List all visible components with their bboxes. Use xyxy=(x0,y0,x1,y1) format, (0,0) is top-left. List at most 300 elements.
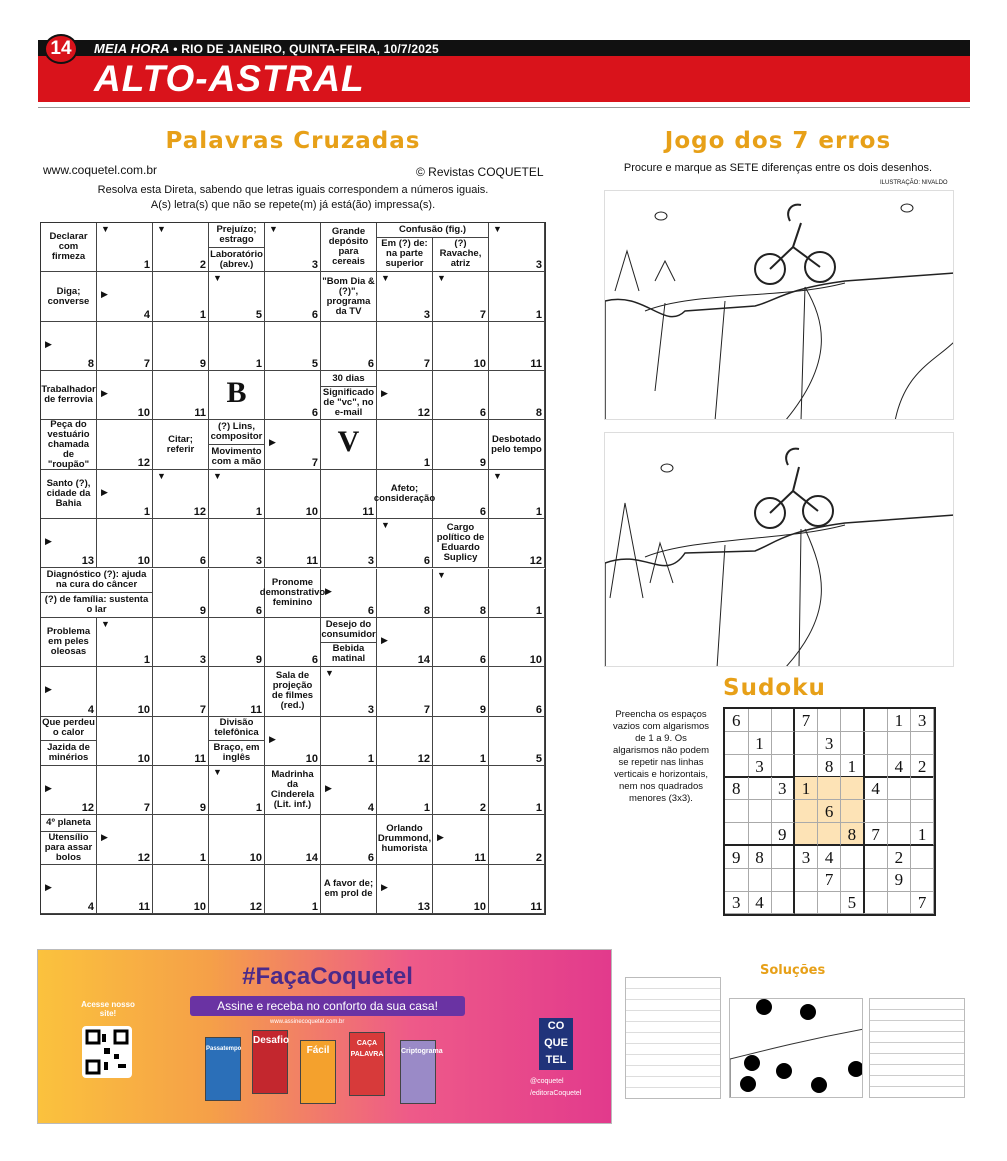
sudoku-cell: 8 xyxy=(748,846,772,869)
given-letter: B xyxy=(226,376,247,410)
cell-number: 11 xyxy=(194,752,206,765)
answer-cell[interactable] xyxy=(433,569,489,618)
answer-cell[interactable] xyxy=(265,272,321,321)
answer-cell[interactable] xyxy=(41,865,97,914)
answer-cell[interactable] xyxy=(321,717,377,766)
answer-cell[interactable] xyxy=(489,519,545,568)
clue-text: Jazida de minérios xyxy=(41,741,96,765)
cell-number: 4 xyxy=(143,308,150,321)
magazine-cover: Fácil xyxy=(300,1040,336,1104)
cell-number: 1 xyxy=(143,654,150,667)
answer-cell[interactable] xyxy=(153,223,209,272)
sudoku-cell: 3 xyxy=(725,891,749,914)
sudoku-cell[interactable] xyxy=(841,777,865,800)
answer-cell[interactable] xyxy=(153,865,209,914)
given-letter: V xyxy=(337,425,360,459)
answer-cell[interactable] xyxy=(265,717,321,766)
answer-cell[interactable] xyxy=(153,815,209,864)
sudoku-cell[interactable] xyxy=(795,755,819,778)
arrow-down-icon: ▼ xyxy=(157,224,166,234)
answer-cell[interactable] xyxy=(41,322,97,371)
sudoku-cell: 3 xyxy=(748,755,772,778)
answer-cell[interactable] xyxy=(433,371,489,420)
cell-number: 6 xyxy=(311,308,318,321)
sudoku-cell[interactable] xyxy=(864,732,888,755)
coquetel-logo: CO QUE TEL xyxy=(539,1018,573,1070)
sudoku-cell[interactable] xyxy=(864,846,888,869)
clue-text: Braço, em inglês xyxy=(209,741,264,765)
sudoku-cell: 4 xyxy=(818,846,842,869)
double-clue-cell xyxy=(321,371,377,420)
sudoku-cell[interactable] xyxy=(725,755,749,778)
answer-cell[interactable] xyxy=(433,667,489,716)
qr-code-icon[interactable] xyxy=(82,1026,132,1078)
answer-cell[interactable] xyxy=(377,569,433,618)
sudoku-cell[interactable] xyxy=(818,777,842,800)
cell-number: 8 xyxy=(87,358,94,371)
edition-date: • RIO DE JANEIRO, QUINTA-FEIRA, 10/7/2025 xyxy=(173,42,439,56)
cell-number: 2 xyxy=(199,259,206,272)
answer-cell[interactable] xyxy=(377,272,433,321)
answer-cell[interactable] xyxy=(489,865,545,914)
crossword-solution xyxy=(625,977,721,1099)
seven-errors-instructions: Procure e marque as SETE diferenças entre os dois desenhos. xyxy=(623,162,933,174)
answer-cell[interactable] xyxy=(489,717,545,766)
clue-cell: Santo (?), cidade da Bahia xyxy=(41,470,97,519)
answer-cell[interactable] xyxy=(153,470,209,519)
answer-cell[interactable] xyxy=(433,766,489,815)
sudoku-cell[interactable] xyxy=(748,800,772,823)
answer-cell[interactable] xyxy=(97,519,153,568)
sudoku-cell: 5 xyxy=(841,891,865,914)
answer-cell[interactable] xyxy=(489,470,545,519)
sudoku-cell[interactable] xyxy=(771,846,795,869)
cell-number: 11 xyxy=(530,358,542,371)
sudoku-cell: 1 xyxy=(795,777,819,800)
arrow-down-icon: ▼ xyxy=(101,618,110,629)
sudoku-cell[interactable] xyxy=(864,891,888,914)
clue-cell: Cargo político de Eduardo Suplicy xyxy=(433,519,489,568)
answer-cell[interactable] xyxy=(209,815,265,864)
answer-cell[interactable] xyxy=(377,519,433,568)
clue-cell: A favor de; em prol de xyxy=(321,865,377,914)
cell-number: 6 xyxy=(535,703,542,716)
sudoku-cell[interactable] xyxy=(748,823,772,846)
cell-number: 4 xyxy=(87,703,94,716)
arrow-right-icon: ▶ xyxy=(101,832,108,843)
cell-number: 7 xyxy=(199,703,206,716)
sudoku-cell[interactable] xyxy=(888,777,912,800)
cell-number: 1 xyxy=(255,506,262,519)
sudoku-cell[interactable] xyxy=(911,800,935,823)
answer-cell[interactable] xyxy=(209,470,265,519)
arrow-down-icon: ▼ xyxy=(493,470,502,481)
cartoon-bottom xyxy=(604,432,954,667)
cell-number: 10 xyxy=(137,752,150,765)
sudoku-cell: 3 xyxy=(771,777,795,800)
sudoku-cell: 9 xyxy=(888,868,912,891)
arrow-right-icon: ▶ xyxy=(269,437,276,448)
clue-cell: Citar; referir xyxy=(153,420,209,469)
answer-cell[interactable] xyxy=(321,322,377,371)
double-clue-cell xyxy=(41,569,153,618)
cell-number: 11 xyxy=(138,900,150,913)
cell-number: 1 xyxy=(199,851,206,864)
sudoku-cell[interactable] xyxy=(841,846,865,869)
sudoku-cell[interactable] xyxy=(818,891,842,914)
answer-cell[interactable] xyxy=(209,569,265,618)
cell-number: 9 xyxy=(199,604,206,617)
answer-cell[interactable] xyxy=(321,667,377,716)
sudoku-cell: 3 xyxy=(818,732,842,755)
clue-cell: Problema em peles oleosas xyxy=(41,618,97,667)
sudoku-cell: 9 xyxy=(771,823,795,846)
answer-cell[interactable] xyxy=(265,371,321,420)
answer-cell[interactable] xyxy=(433,322,489,371)
clue-text: Significado de "vc", no e-mail xyxy=(322,387,375,419)
answer-cell[interactable] xyxy=(97,272,153,321)
sudoku-cell[interactable] xyxy=(841,868,865,891)
cell-number: 1 xyxy=(199,308,206,321)
answer-cell[interactable] xyxy=(265,618,321,667)
cell-number: 6 xyxy=(479,506,486,519)
clue-text: Utensílio para assar bolos xyxy=(41,832,96,864)
answer-cell[interactable] xyxy=(377,717,433,766)
answer-cell[interactable] xyxy=(433,865,489,914)
answer-cell[interactable] xyxy=(265,815,321,864)
cell-number: 3 xyxy=(367,555,374,568)
cell-number: 11 xyxy=(362,506,374,519)
sudoku-cell: 1 xyxy=(911,823,935,846)
sudoku-cell: 6 xyxy=(818,800,842,823)
answer-cell[interactable] xyxy=(153,717,209,766)
sudoku-cell: 4 xyxy=(864,777,888,800)
sudoku-cell[interactable] xyxy=(771,755,795,778)
answer-cell[interactable] xyxy=(433,470,489,519)
arrow-down-icon: ▼ xyxy=(213,273,222,284)
answer-cell[interactable] xyxy=(377,618,433,667)
cell-number: 6 xyxy=(479,654,486,667)
answer-cell[interactable] xyxy=(265,865,321,914)
sudoku-cell[interactable] xyxy=(748,709,772,732)
arrow-right-icon: ▶ xyxy=(381,634,388,645)
answer-cell[interactable] xyxy=(97,223,153,272)
answer-cell[interactable] xyxy=(433,272,489,321)
sudoku-cell[interactable] xyxy=(888,823,912,846)
sudoku-cell[interactable] xyxy=(841,800,865,823)
cell-number: 12 xyxy=(193,506,206,519)
arrow-right-icon: ▶ xyxy=(45,782,52,793)
sudoku-cell[interactable] xyxy=(841,709,865,732)
answer-cell[interactable] xyxy=(377,322,433,371)
answer-cell[interactable] xyxy=(209,618,265,667)
answer-cell[interactable] xyxy=(489,569,545,618)
ad-hashtag: #FaçaCoquetel xyxy=(242,963,413,990)
arrow-right-icon: ▶ xyxy=(381,388,388,399)
cell-number: 6 xyxy=(311,654,318,667)
crossword-instructions-1: Resolva esta Direta, sabendo que letras iguais correspondem a números iguais. xyxy=(97,184,489,196)
crossword-copyright: © Revistas COQUETEL xyxy=(416,165,544,179)
answer-cell[interactable] xyxy=(265,420,321,469)
answer-cell[interactable] xyxy=(153,371,209,420)
sudoku-cell[interactable] xyxy=(771,709,795,732)
sudoku-cell[interactable] xyxy=(841,732,865,755)
sudoku-cell: 3 xyxy=(795,846,819,869)
answer-cell[interactable] xyxy=(321,519,377,568)
sudoku-cell: 4 xyxy=(888,755,912,778)
seven-errors-title: Jogo dos 7 erros xyxy=(664,128,892,154)
sudoku-cell[interactable] xyxy=(795,823,819,846)
answer-cell[interactable] xyxy=(489,618,545,667)
answer-cell[interactable] xyxy=(209,272,265,321)
cell-number: 7 xyxy=(311,456,318,469)
sudoku-cell[interactable] xyxy=(864,755,888,778)
cell-number: 6 xyxy=(423,555,430,568)
cell-number: 10 xyxy=(137,555,150,568)
answer-cell[interactable] xyxy=(265,470,321,519)
answer-cell[interactable] xyxy=(377,865,433,914)
sudoku-cell[interactable] xyxy=(771,891,795,914)
cell-number: 12 xyxy=(137,851,150,864)
sudoku-cell[interactable] xyxy=(771,800,795,823)
cell-number: 7 xyxy=(423,703,430,716)
sudoku-cell[interactable] xyxy=(795,800,819,823)
answer-cell[interactable] xyxy=(97,717,153,766)
sudoku-cell[interactable] xyxy=(725,732,749,755)
cell-number: 9 xyxy=(199,802,206,815)
sudoku-cell: 8 xyxy=(841,823,865,846)
cell-number: 1 xyxy=(535,308,542,321)
answer-cell[interactable] xyxy=(377,371,433,420)
answer-cell[interactable] xyxy=(489,272,545,321)
answer-cell[interactable] xyxy=(433,420,489,469)
arrow-down-icon: ▼ xyxy=(269,224,278,234)
sudoku-cell: 4 xyxy=(748,891,772,914)
arrow-down-icon: ▼ xyxy=(381,273,390,284)
arrow-right-icon: ▶ xyxy=(325,782,332,793)
answer-cell[interactable] xyxy=(433,717,489,766)
sudoku-cell[interactable] xyxy=(911,868,935,891)
sudoku-cell[interactable] xyxy=(748,868,772,891)
answer-cell[interactable] xyxy=(321,569,377,618)
double-clue-cell xyxy=(209,717,265,766)
sudoku-cell[interactable] xyxy=(888,800,912,823)
answer-cell[interactable] xyxy=(489,223,545,272)
answer-cell[interactable] xyxy=(97,815,153,864)
answer-cell[interactable] xyxy=(209,667,265,716)
cell-number: 1 xyxy=(535,506,542,519)
answer-cell[interactable] xyxy=(489,322,545,371)
answer-cell[interactable] xyxy=(321,420,377,469)
facebook-handle: /editoraCoquetel xyxy=(530,1090,582,1097)
cell-number: 10 xyxy=(193,900,206,913)
sudoku-cell[interactable] xyxy=(864,709,888,732)
answer-cell[interactable] xyxy=(433,815,489,864)
answer-cell[interactable] xyxy=(97,618,153,667)
answer-cell[interactable] xyxy=(433,618,489,667)
clue-text: Bebida matinal xyxy=(321,643,376,667)
sudoku-cell[interactable] xyxy=(864,868,888,891)
answer-cell[interactable] xyxy=(321,815,377,864)
cell-number: 11 xyxy=(250,703,262,716)
sudoku-cell: 8 xyxy=(818,755,842,778)
cell-number: 4 xyxy=(367,802,374,815)
answer-cell[interactable] xyxy=(41,766,97,815)
clue-text: Movimento com a mão xyxy=(209,445,264,469)
sudoku-cell[interactable] xyxy=(771,868,795,891)
arrow-right-icon: ▶ xyxy=(101,388,108,399)
sudoku-cell[interactable] xyxy=(864,800,888,823)
sudoku-cell[interactable] xyxy=(725,868,749,891)
cell-number: 1 xyxy=(255,802,262,815)
arrow-right-icon: ▶ xyxy=(325,585,332,596)
double-clue-cell xyxy=(377,223,489,272)
answer-cell[interactable] xyxy=(489,371,545,420)
sudoku-cell[interactable] xyxy=(795,732,819,755)
sudoku-cell: 7 xyxy=(818,868,842,891)
sudoku-cell[interactable] xyxy=(888,891,912,914)
answer-cell[interactable] xyxy=(489,766,545,815)
sudoku-title: Sudoku xyxy=(723,675,826,701)
answer-cell[interactable] xyxy=(209,766,265,815)
cell-number: 3 xyxy=(311,259,318,272)
sudoku-cell: 2 xyxy=(888,846,912,869)
cell-number: 8 xyxy=(535,407,542,420)
sudoku-cell[interactable] xyxy=(725,800,749,823)
sudoku-cell[interactable] xyxy=(911,777,935,800)
instagram-handle: @coquetel xyxy=(530,1078,564,1085)
answer-cell[interactable] xyxy=(153,272,209,321)
answer-cell[interactable] xyxy=(321,470,377,519)
crossword-site: www.coquetel.com.br xyxy=(43,163,158,177)
answer-cell[interactable] xyxy=(489,815,545,864)
cell-number: 7 xyxy=(143,802,150,815)
cell-number: 7 xyxy=(143,358,150,371)
sudoku-cell[interactable] xyxy=(748,777,772,800)
answer-cell[interactable] xyxy=(321,766,377,815)
answer-cell[interactable] xyxy=(153,667,209,716)
cell-number: 6 xyxy=(367,604,374,617)
cell-number: 14 xyxy=(417,654,430,667)
answer-cell[interactable] xyxy=(97,371,153,420)
clue-text: Confusão (fig.) xyxy=(377,223,488,238)
double-clue-cell xyxy=(41,717,97,766)
answer-cell[interactable] xyxy=(377,667,433,716)
cell-number: 10 xyxy=(137,407,150,420)
ad-cta: Acesse nosso site! xyxy=(81,1000,135,1018)
cell-number: 6 xyxy=(199,555,206,568)
sudoku-cell[interactable] xyxy=(818,709,842,732)
cell-number: 9 xyxy=(479,703,486,716)
sudoku-cell: 3 xyxy=(911,709,935,732)
crossword-title: Palavras Cruzadas xyxy=(165,128,421,154)
answer-cell[interactable] xyxy=(97,470,153,519)
crossword-instructions-2: A(s) letra(s) que não se repete(m) já está(ão) impressa(s). xyxy=(150,199,436,211)
answer-cell[interactable] xyxy=(153,766,209,815)
answer-cell[interactable] xyxy=(153,618,209,667)
sudoku-cell[interactable] xyxy=(795,868,819,891)
answer-cell[interactable] xyxy=(153,569,209,618)
cell-number: 12 xyxy=(529,555,542,568)
sudoku-cell[interactable] xyxy=(771,732,795,755)
sudoku-cell[interactable] xyxy=(795,891,819,914)
cell-number: 1 xyxy=(143,506,150,519)
clue-text: (?) Ravache, atriz xyxy=(433,238,488,272)
edition-line xyxy=(94,41,439,56)
answer-cell[interactable] xyxy=(97,766,153,815)
answer-cell[interactable] xyxy=(209,865,265,914)
answer-cell[interactable] xyxy=(265,322,321,371)
answer-cell[interactable] xyxy=(97,865,153,914)
sudoku-cell: 7 xyxy=(864,823,888,846)
cell-number: 2 xyxy=(535,851,542,864)
cell-number: 10 xyxy=(473,358,486,371)
cell-number: 6 xyxy=(479,407,486,420)
clue-cell: Pronome demonstrativo feminino xyxy=(265,569,321,618)
double-clue-cell xyxy=(41,815,97,864)
arrow-down-icon: ▼ xyxy=(437,569,446,580)
clue-text: Que perdeu o calor xyxy=(41,717,96,742)
answer-cell[interactable] xyxy=(97,322,153,371)
cell-number: 3 xyxy=(535,259,542,272)
answer-cell[interactable] xyxy=(265,519,321,568)
sudoku-cell[interactable] xyxy=(911,732,935,755)
clue-cell: "Bom Dia & (?)", programa da TV xyxy=(321,272,377,321)
arrow-down-icon: ▼ xyxy=(213,470,222,481)
sudoku-cell[interactable] xyxy=(911,846,935,869)
answer-cell[interactable] xyxy=(489,667,545,716)
clue-cell: Diga; converse xyxy=(41,272,97,321)
cell-number: 1 xyxy=(479,752,486,765)
answer-cell[interactable] xyxy=(153,519,209,568)
ad-url[interactable]: www.assinecoquetel.com.br xyxy=(270,1019,345,1025)
answer-cell[interactable] xyxy=(41,667,97,716)
sudoku-grid xyxy=(723,707,936,916)
answer-cell[interactable] xyxy=(377,420,433,469)
sudoku-cell: 7 xyxy=(911,891,935,914)
answer-cell[interactable] xyxy=(97,420,153,469)
sudoku-cell[interactable] xyxy=(725,823,749,846)
cell-number: 4 xyxy=(87,900,94,913)
cell-number: 7 xyxy=(479,308,486,321)
answer-cell[interactable] xyxy=(209,322,265,371)
cell-number: 11 xyxy=(194,407,206,420)
answer-cell[interactable] xyxy=(265,223,321,272)
section-title: ALTO-ASTRAL xyxy=(94,58,365,99)
cell-number: 7 xyxy=(423,358,430,371)
sudoku-cell: 8 xyxy=(725,777,749,800)
solutions-title: Soluções xyxy=(760,963,826,978)
answer-cell[interactable] xyxy=(153,322,209,371)
arrow-right-icon: ▶ xyxy=(381,881,388,892)
answer-cell[interactable] xyxy=(209,519,265,568)
answer-cell[interactable] xyxy=(97,667,153,716)
sudoku-cell[interactable] xyxy=(818,823,842,846)
answer-cell[interactable] xyxy=(377,766,433,815)
page-number: 14 xyxy=(44,34,78,64)
answer-cell[interactable] xyxy=(41,519,97,568)
cell-number: 3 xyxy=(255,555,262,568)
cell-number: 12 xyxy=(417,407,430,420)
arrow-right-icon: ▶ xyxy=(101,289,108,300)
sudoku-cell[interactable] xyxy=(888,732,912,755)
cell-number: 10 xyxy=(305,506,318,519)
answer-cell[interactable] xyxy=(209,371,265,420)
ad-social xyxy=(530,1076,581,1100)
clue-text: (?) de família: sustenta o lar xyxy=(41,593,152,617)
cell-number: 5 xyxy=(535,752,542,765)
double-clue-cell xyxy=(209,420,265,469)
